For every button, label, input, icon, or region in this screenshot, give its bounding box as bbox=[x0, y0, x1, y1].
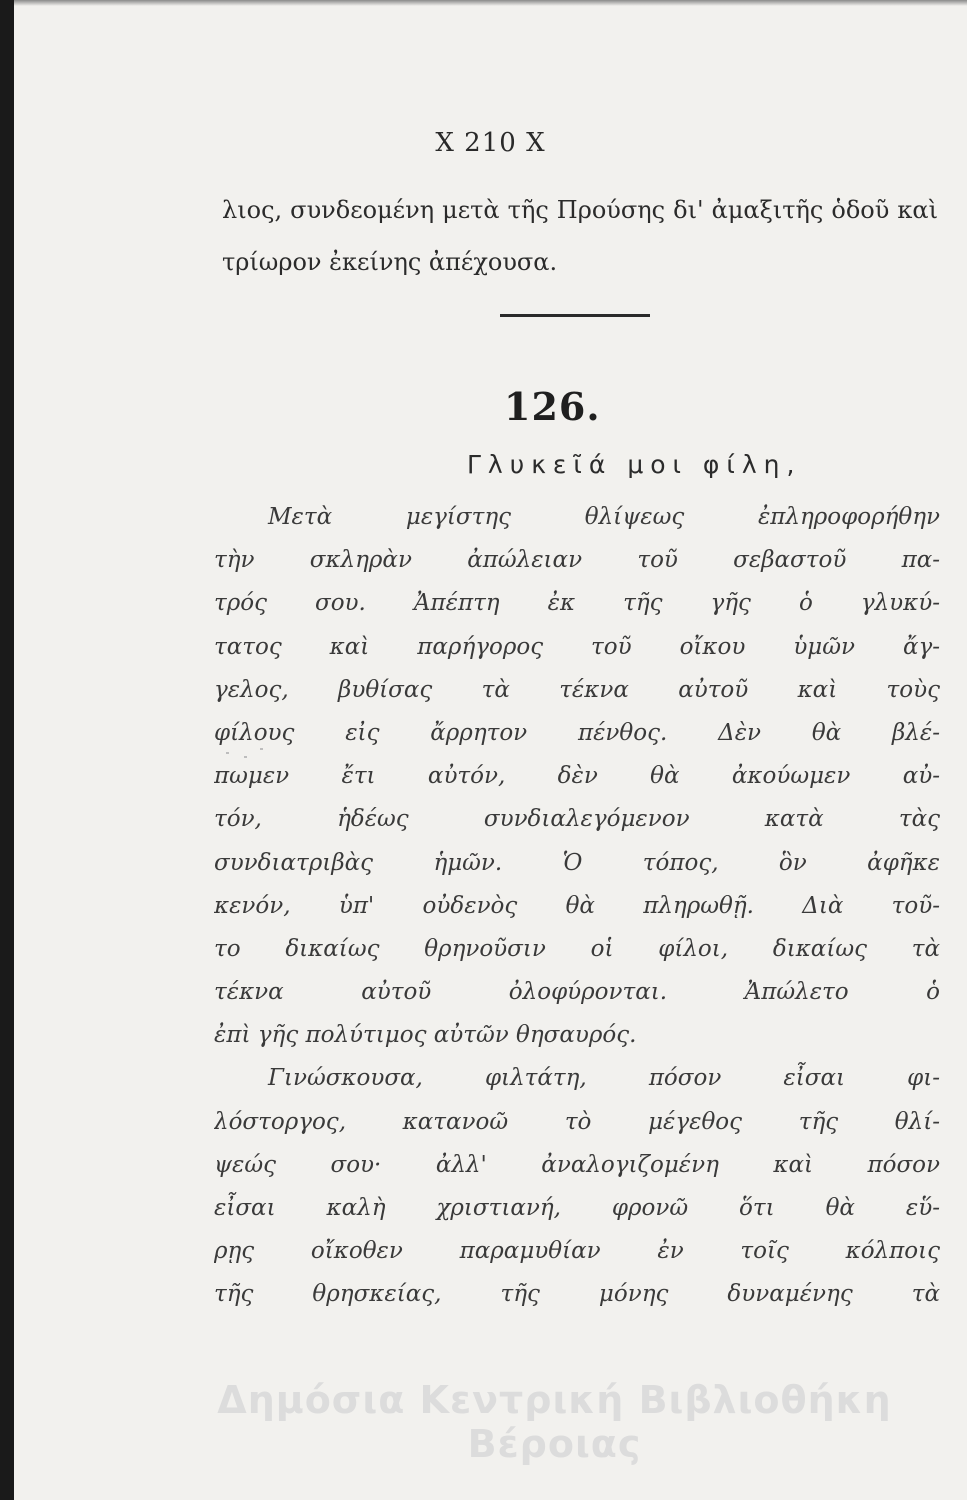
library-watermark: Δημόσια Κεντρική Βιβλιοθήκη Βέροιας bbox=[217, 1378, 892, 1466]
body-line: συνδιατριβὰς ἡμῶν. Ὁ τόπος, ὃν ἀφῆκε bbox=[214, 849, 940, 876]
letter-number: 126. bbox=[504, 384, 601, 429]
letter-body bbox=[214, 496, 940, 1317]
body-line: το δικαίως θρηνοῦσιν οἱ φίλοι, δικαίως τὰ bbox=[214, 935, 940, 962]
body-line: ψεώς σου· ἀλλ' ἀναλογιζομένη καὶ πόσον bbox=[214, 1151, 940, 1178]
body-line: τατος καὶ παρήγορος τοῦ οἴκου ὑμῶν ἄγ- bbox=[214, 633, 940, 660]
body-line: τὴν σκληρὰν ἀπώλειαν τοῦ σεβαστοῦ πα- bbox=[214, 547, 940, 574]
book-page bbox=[14, 0, 967, 1500]
body-line: τρός σου. Ἀπέπτη ἐκ τῆς γῆς ὁ γλυκύ- bbox=[214, 590, 940, 617]
page-number: Χ 210 Χ bbox=[435, 128, 546, 158]
salutation: Γλυκεῖά μοι φίλη, bbox=[467, 450, 802, 479]
body-line: Γινώσκουσα, φιλτάτη, πόσον εἶσαι φι- bbox=[268, 1065, 940, 1092]
body-line: φίλους εἰς ἄρρητον πένθος. Δὲν θὰ βλέ- bbox=[214, 719, 940, 746]
body-line: Μετὰ μεγίστης θλίψεως ἐπληροφορήθην bbox=[268, 504, 940, 530]
body-line: τέκνα αὐτοῦ ὀλοφύρονται. Ἀπώλετο ὁ bbox=[214, 979, 940, 1006]
paper-speck bbox=[244, 756, 247, 758]
page-top-edge bbox=[14, 0, 967, 6]
continuation-line-1: λιος, συνδεομένη μετὰ τῆς Προύσης δι' ἀμαξιτῆς ὁδοῦ καὶ bbox=[222, 196, 938, 224]
continuation-line-2: τρίωρον ἐκείνης ἀπέχουσα. bbox=[222, 248, 558, 276]
body-line: κενόν, ὑπ' οὐδενὸς θὰ πληρωθῇ. Διὰ τοῦ- bbox=[214, 892, 940, 919]
body-line: γελος, βυθίσας τὰ τέκνα αὐτοῦ καὶ τοὺς bbox=[214, 676, 940, 703]
body-line: ρῃς οἴκοθεν παραμυθίαν ἐν τοῖς κόλποις bbox=[214, 1238, 940, 1265]
body-line: πωμεν ἔτι αὐτόν, δὲν θὰ ἀκούωμεν αὐ- bbox=[214, 763, 940, 790]
paper-speck bbox=[226, 752, 229, 754]
body-line: εἶσαι καλὴ χριστιανή, φρονῶ ὅτι θὰ εὕ- bbox=[214, 1195, 940, 1221]
body-line: τῆς θρησκείας, τῆς μόνης δυναμένης τὰ bbox=[214, 1281, 940, 1308]
body-line: τόν, ἡδέως συνδιαλεγόμενον κατὰ τὰς bbox=[214, 806, 940, 833]
body-line: λόστοργος, κατανοῶ τὸ μέγεθος τῆς θλί- bbox=[214, 1108, 940, 1135]
section-divider bbox=[500, 314, 650, 317]
body-line: ἐπὶ γῆς πολύτιμος αὐτῶν θησαυρός. bbox=[214, 1022, 637, 1049]
paper-speck bbox=[260, 748, 263, 750]
